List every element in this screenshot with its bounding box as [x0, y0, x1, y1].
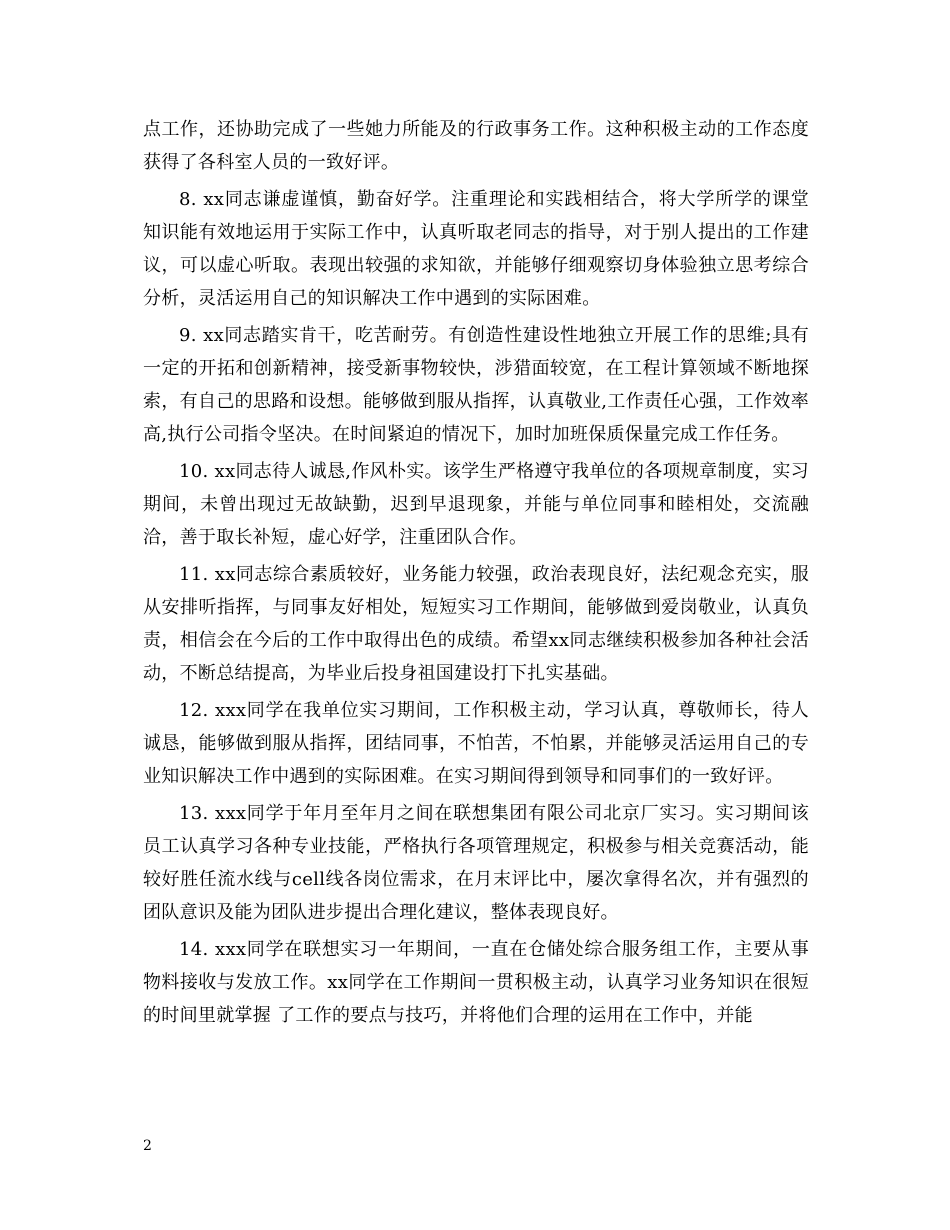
- paragraph-item-10: 10. xx同志待人诚恳,作风朴实。该学生严格遵守我单位的各项规章制度，实习期间，未曾出现过无故缺勤，迟到早退现象，并能与单位同事和睦相处，交流融洽，善于取长补短，虚心好学，注重团队合作。: [143, 461, 809, 548]
- paragraph-item-12: 12. xxx同学在我单位实习期间，工作积极主动，学习认真，尊敬师长，待人诚恳，能够做到服从指挥，团结同事，不怕苦，不怕累，并能够灵活运用自己的专业知识解决工作中遇到的实际困难。在实习期间得到领导和同事们的一致好评。: [143, 700, 809, 787]
- paragraph-item-8: 8. xx同志谦虚谨慎，勤奋好学。注重理论和实践相结合，将大学所学的课堂知识能有效地运用于实际工作中，认真听取老同志的指导，对于别人提出的工作建议，可以虚心听取。表现出较强的求知欲，并能够仔细观察切身体验独立思考综合分析，灵活运用自己的知识解决工作中遇到的实际困难。: [143, 189, 809, 309]
- paragraph-item-11: 11. xx同志综合素质较好，业务能力较强，政治表现良好，法纪观念充实，服从安排听指挥，与同事友好相处，短短实习工作期间，能够做到爱岗敬业，认真负责，相信会在今后的工作中取得出色的成绩。希望xx同志继续积极参加各种社会活动，不断总结提高，为毕业后投身祖国建设打下扎实基础。: [143, 564, 809, 684]
- paragraph-continuation: 点工作，还协助完成了一些她力所能及的行政事务工作。这种积极主动的工作态度获得了各科室人员的一致好评。: [143, 119, 809, 173]
- document-body: [143, 113, 809, 1036]
- page-number: 2: [143, 1138, 152, 1154]
- paragraph-item-9: 9. xx同志踏实肯干，吃苦耐劳。有创造性建设性地独立开展工作的思维;具有一定的开拓和创新精神，接受新事物较快，涉猎面较宽，在工程计算领域不断地探索，有自己的思路和设想。能够做到服从指挥，认真敬业,工作责任心强，工作效率高,执行公司指令坚决。在时间紧迫的情况下，加时加班保质保量完成工作任务。: [143, 325, 809, 445]
- paragraph-item-14: 14. xxx同学在联想实习一年期间，一直在仓储处综合服务组工作，主要从事物料接收与发放工作。xx同学在工作期间一贯积极主动，认真学习业务知识在很短的时间里就掌握 了工作的要点与技巧，并将他们合理的运用在工作中，并能: [143, 939, 809, 1026]
- paragraph-item-13: 13. xxx同学于年月至年月之间在联想集团有限公司北京厂实习。实习期间该员工认真学习各种专业技能，严格执行各项管理规定，积极参与相关竞赛活动，能较好胜任流水线与cell线各岗位需求，在月末评比中，屡次拿得名次，并有强烈的团队意识及能为团队进步提出合理化建议，整体表现良好。: [143, 803, 809, 923]
